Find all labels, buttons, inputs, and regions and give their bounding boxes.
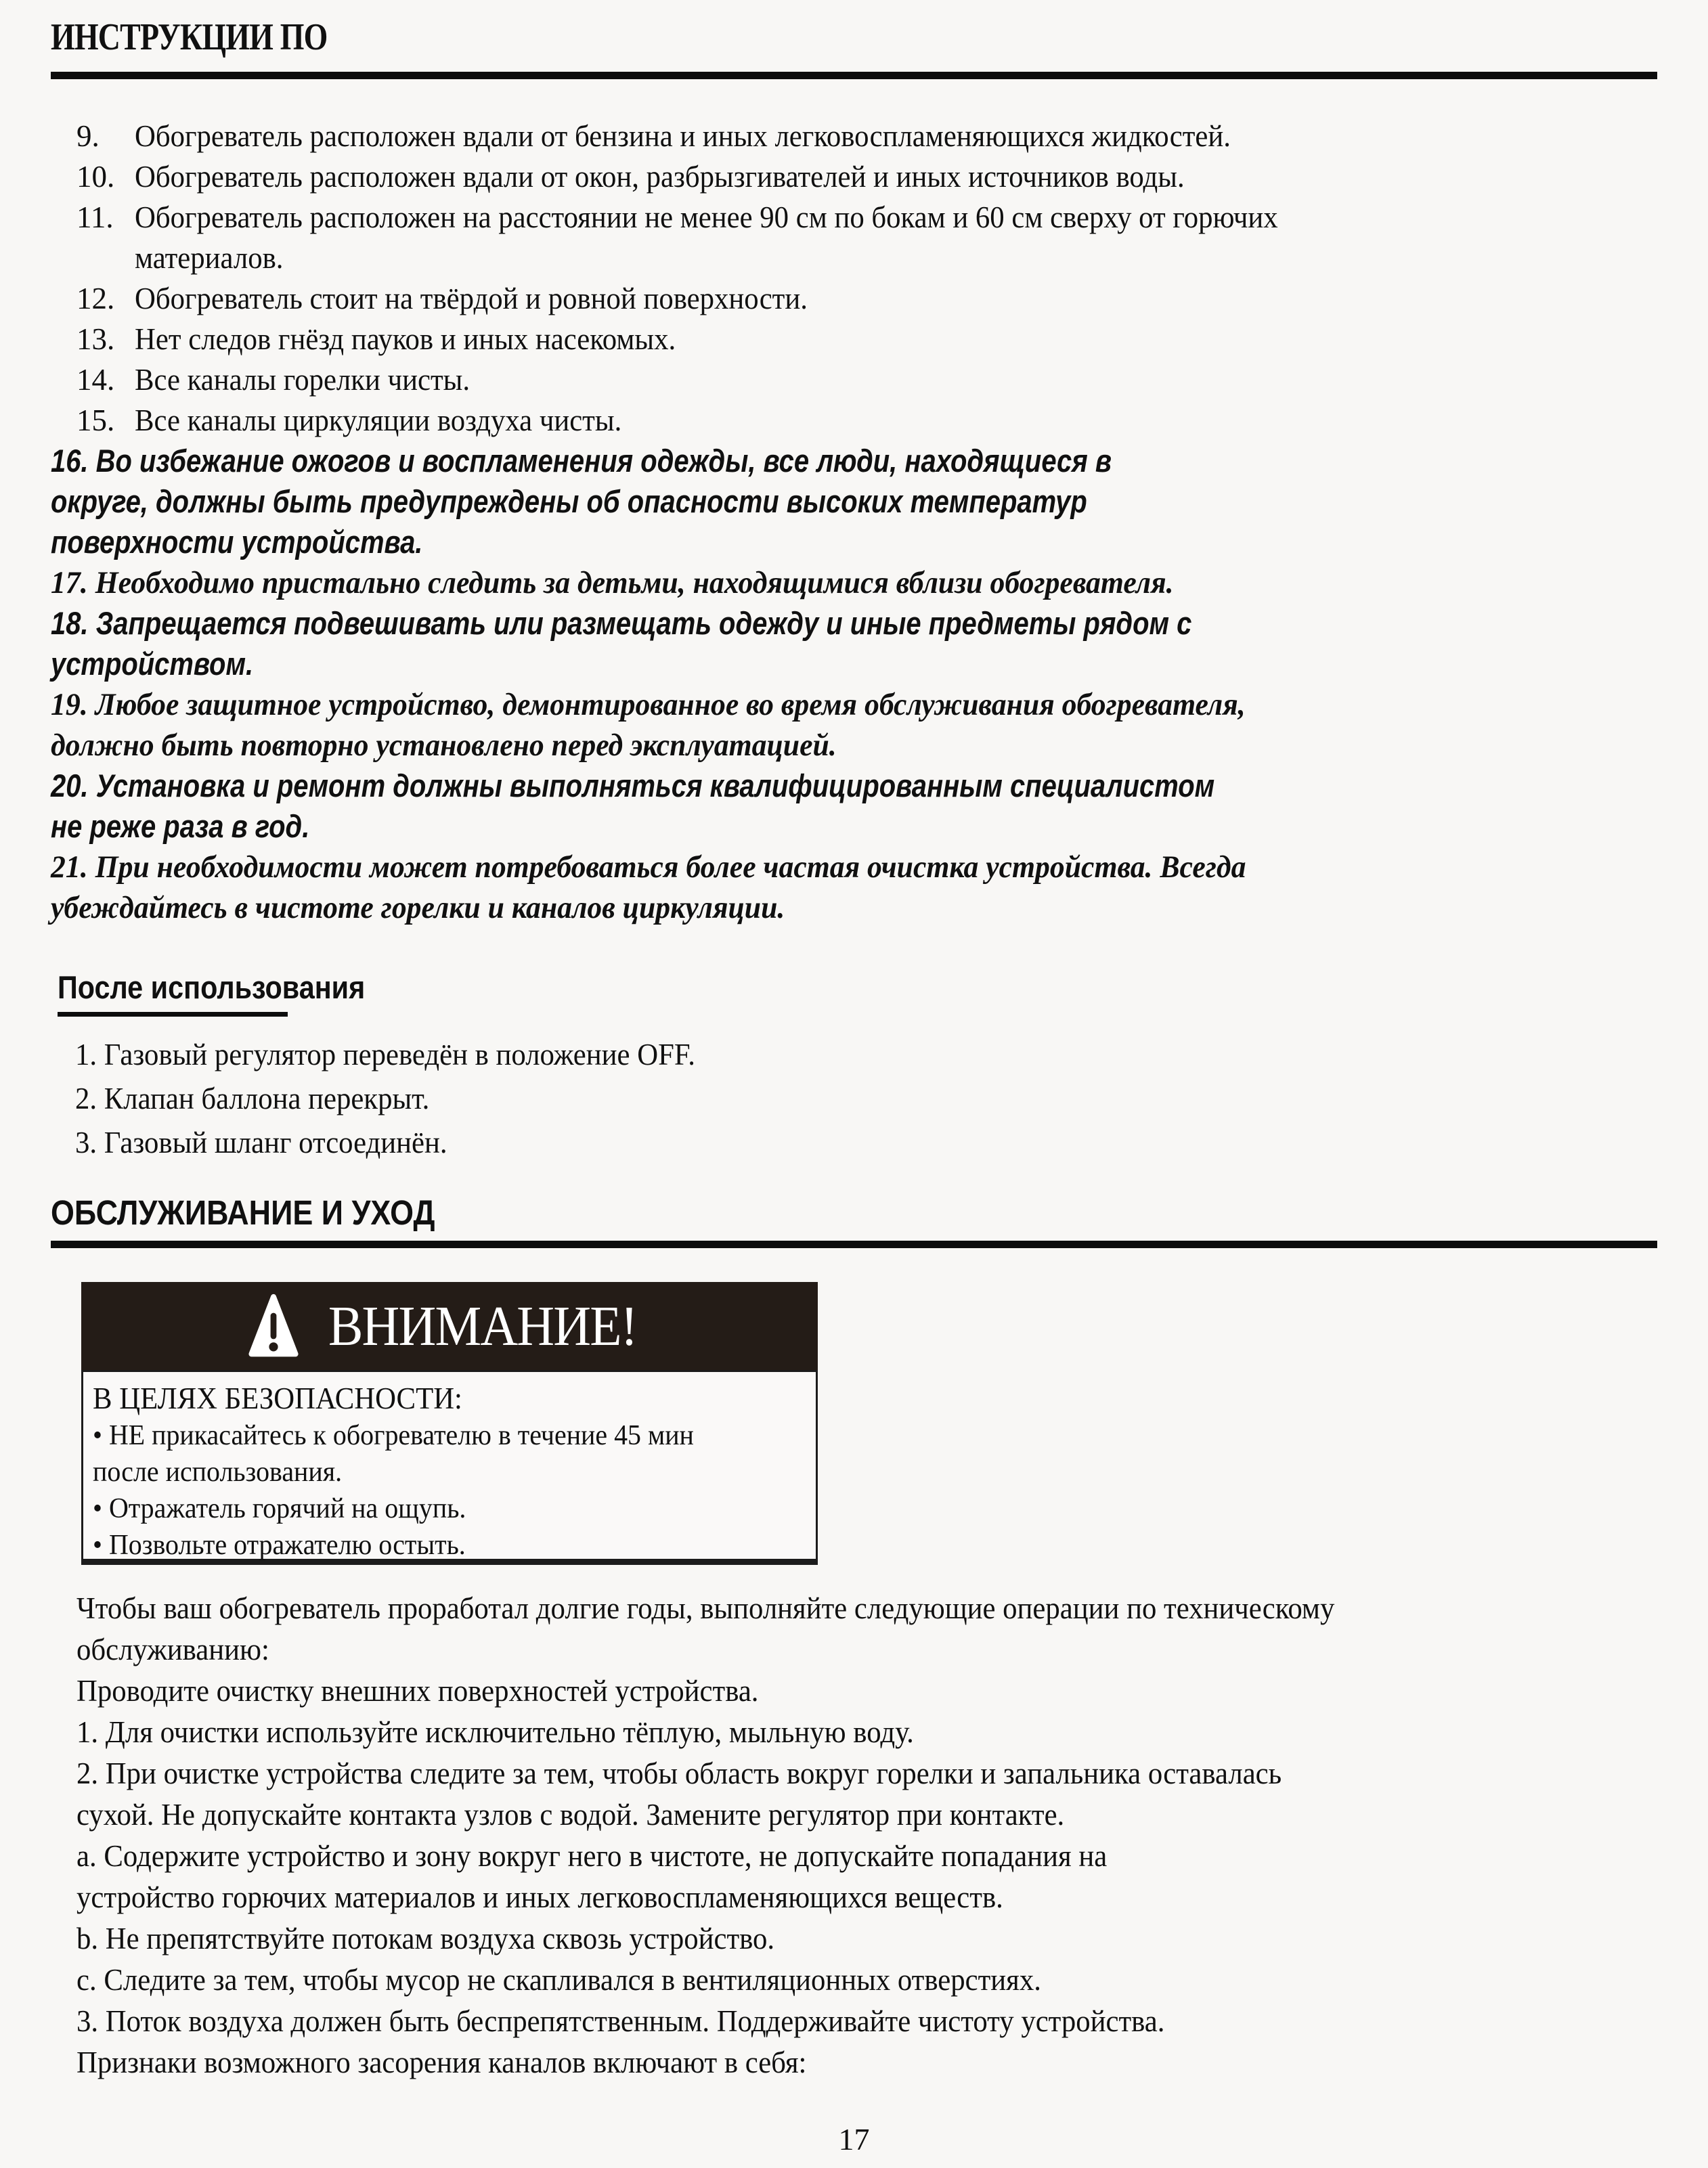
safety-warning-item	[51, 441, 1657, 562]
maintenance-line: устройство горючих материалов и иных легковоспламеняющихся веществ.	[76, 1880, 1003, 1914]
checklist-item	[76, 116, 1657, 156]
checklist	[51, 116, 1657, 441]
safety-bullet-line: • Позвольте отражателю остыть.	[93, 1530, 466, 1561]
item-number: 14.	[76, 363, 115, 397]
item-lines	[135, 197, 1338, 278]
item-lines	[135, 116, 1288, 156]
checklist-item	[76, 278, 1657, 319]
item-number: 12.	[76, 282, 115, 315]
after-use-item: 3. Газовый шланг отсоединён.	[75, 1126, 447, 1159]
safety-bullet-line: после использования.	[93, 1457, 343, 1488]
item-lines	[135, 359, 487, 400]
item-line: Обогреватель стоит на твёрдой и ровной поверхности.	[135, 282, 808, 315]
item-line: округе, должны быть предупреждены об опасности высоких температур	[51, 483, 1087, 519]
item-line: должно быть повторно установлено перед эксплуатацией.	[51, 728, 837, 763]
safety-warning-item	[51, 847, 1657, 928]
item-lines	[135, 156, 1240, 197]
title-rule	[51, 72, 1657, 79]
after-use-title: После использования	[58, 969, 366, 1005]
safety-bullet-line: • Отражатель горячий на ощупь.	[93, 1493, 466, 1524]
after-use-item: 1. Газовый регулятор переведён в положение OFF.	[75, 1038, 695, 1071]
maintenance-rule	[51, 1241, 1657, 1248]
after-use-section	[51, 970, 1657, 1165]
after-use-list	[58, 1033, 1657, 1165]
page-title: ИНСТРУКЦИИ ПО	[51, 16, 328, 58]
item-number: 10.	[76, 160, 115, 194]
checklist-item	[76, 400, 1657, 441]
item-line: Обогреватель расположен на расстоянии не менее 90 см по бокам и 60 см сверху от горючих	[135, 200, 1278, 234]
attention-box	[81, 1282, 818, 1565]
safety-warning-item	[51, 766, 1657, 847]
safety-bullet-list	[93, 1417, 801, 1564]
checklist-item	[76, 156, 1657, 197]
checklist-item	[76, 197, 1657, 278]
item-line: 21. При необходимости может потребоваться более частая очистка устройства. Всегда	[51, 849, 1246, 885]
item-number: 13.	[76, 322, 115, 356]
item-number: 9.	[76, 119, 100, 153]
maintenance-line: сухой. Не допускайте контакта узлов с водой. Замените регулятор при контакте.	[76, 1798, 1065, 1832]
item-line: 20. Установка и ремонт должны выполняться квалифицированным специалистом	[51, 768, 1215, 803]
page-number: 17	[838, 2122, 870, 2156]
item-line: 16. Во избежание ожогов и воспламенения одежды, все люди, находящиеся в	[51, 443, 1112, 479]
item-number: 11.	[76, 200, 114, 234]
attention-header	[81, 1282, 818, 1370]
item-line: 17. Необходимо пристально следить за детьми, находящимися вблизи обогревателя.	[51, 565, 1174, 600]
attention-body	[81, 1370, 818, 1565]
item-line: Нет следов гнёзд пауков и иных насекомых.	[135, 322, 676, 356]
safety-warning-list	[51, 441, 1657, 928]
item-line: 19. Любое защитное устройство, демонтированное во время обслуживания обогревателя,	[51, 687, 1246, 722]
safety-purpose-title: В ЦЕЛЯХ БЕЗОПАСНОСТИ:	[93, 1381, 462, 1415]
maintenance-instructions	[51, 1588, 1657, 2083]
safety-warning-item	[51, 684, 1657, 766]
item-line: Все каналы горелки чисты.	[135, 363, 470, 397]
item-line: Обогреватель расположен вдали от окон, разбрызгивателей и иных источников воды.	[135, 160, 1185, 194]
item-line: Обогреватель расположен вдали от бензина и иных легковоспламеняющихся жидкостей.	[135, 119, 1231, 153]
safety-warning-item	[51, 562, 1657, 603]
item-line: 18. Запрещается подвешивать или размещать одежду и иные предметы рядом с	[51, 605, 1192, 641]
item-number: 15.	[76, 403, 115, 437]
maintenance-line: 3. Поток воздуха должен быть беспрепятственным. Поддерживайте чистоту устройства.	[76, 2004, 1165, 2038]
item-lines	[135, 278, 843, 319]
maintenance-line: обслуживанию:	[76, 1633, 269, 1666]
item-lines	[135, 400, 647, 441]
item-line: убеждайтесь в чистоте горелки и каналов циркуляции.	[51, 890, 785, 925]
item-line: не реже раза в год.	[51, 808, 310, 844]
item-line: материалов.	[135, 241, 284, 275]
maintenance-line: 1. Для очистки используйте исключительно тёплую, мыльную воду.	[76, 1715, 914, 1749]
checklist-item	[76, 319, 1657, 359]
item-line: устройством.	[51, 646, 254, 682]
maintenance-line: Чтобы ваш обогреватель проработал долгие годы, выполняйте следующие операции по техническому	[76, 1591, 1335, 1625]
checklist-item	[76, 359, 1657, 400]
attention-label: ВНИМАНИЕ!	[328, 1294, 637, 1358]
maintenance-line: Признаки возможного засорения каналов включают в себя:	[76, 2045, 807, 2079]
safety-warning-item	[51, 603, 1657, 684]
maintenance-line: a. Содержите устройство и зону вокруг него в чистоте, не допускайте попадания на	[76, 1839, 1108, 1873]
maintenance-title: ОБСЛУЖИВАНИЕ И УХОД	[51, 1193, 435, 1232]
item-line: поверхности устройства.	[51, 524, 423, 560]
warning-triangle-icon	[248, 1293, 299, 1359]
maintenance-line: c. Следите за тем, чтобы мусор не скапливался в вентиляционных отверстиях.	[76, 1963, 1041, 1997]
maintenance-line: Проводите очистку внешних поверхностей устройства.	[76, 1674, 759, 1708]
item-line: Все каналы циркуляции воздуха чисты.	[135, 403, 622, 437]
after-use-underline	[58, 1012, 288, 1017]
safety-bullet-line: • НЕ прикасайтесь к обогревателю в течение 45 мин	[93, 1420, 694, 1451]
after-use-item: 2. Клапан баллона перекрыт.	[75, 1082, 430, 1115]
maintenance-line: b. Не препятствуйте потокам воздуха сквозь устройство.	[76, 1922, 775, 1955]
item-lines	[135, 319, 704, 359]
maintenance-line: 2. При очистке устройства следите за тем, чтобы область вокруг горелки и запальника оставалась	[76, 1756, 1282, 1790]
